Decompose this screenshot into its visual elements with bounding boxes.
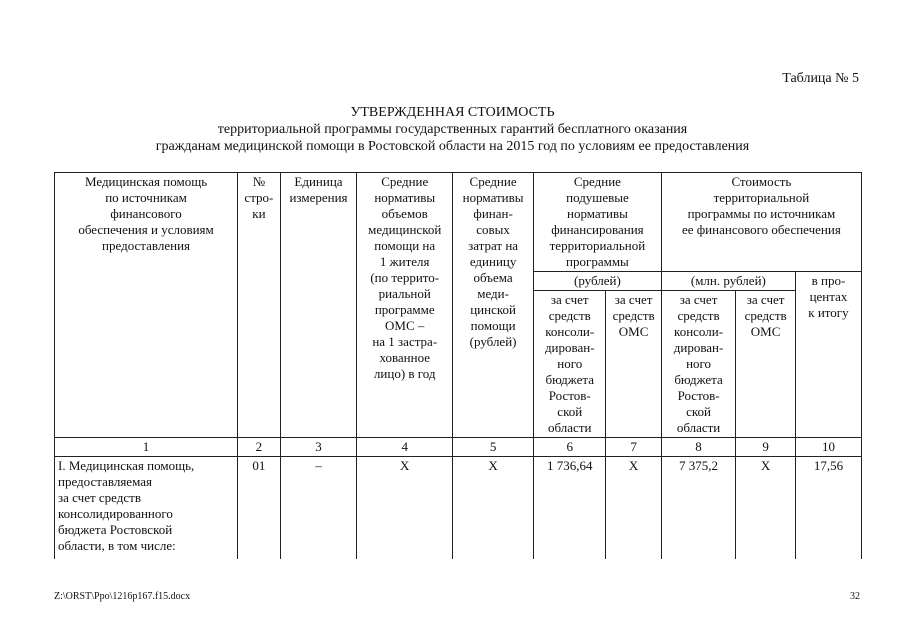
column-number: 9 [736,438,796,457]
row-oms-per-capita: Х [606,457,661,560]
header-row-1 [55,173,862,272]
title-line-1: УТВЕРЖДЕННАЯ СТОИМОСТЬ [350,105,555,120]
header-oms-cost: за счет средств ОМС [736,291,796,438]
row-care-type: I. Медицинская помощь, предоставляемая за счет средств консолидированного бюджета Ростовской области, в том числе: [55,457,238,560]
header-budget-cost: за счет средств консоли- дирован- ного бюджета Ростов- ской области [661,291,736,438]
row-oms-cost: Х [736,457,796,560]
row-volume-norm: Х [357,457,453,560]
column-number: 7 [606,438,661,457]
header-budget-per-capita: за счет средств консоли- дирован- ного бюджета Ростов- ской области [534,291,606,438]
header-rubles: (рублей) [534,272,662,291]
header-program-cost: Стоимость территориальной программы по источникам ее финансового обеспечения [661,173,861,272]
header-per-capita: Средние подушевые нормативы финансирования территориальной программы [534,173,662,272]
document-title [0,104,905,155]
header-volume-norms: Средние нормативы объемов медицинской помощи на 1 жителя (по террито- риальной программе ОМС – на 1 застра- хованное лицо) в год [357,173,453,438]
table-number: Таблица № 5 [782,71,859,86]
header-oms-per-capita: за счет средств ОМС [606,291,661,438]
column-number: 4 [357,438,453,457]
row-percent: 17,56 [795,457,861,560]
column-number: 1 [55,438,238,457]
title-line-3: гражданам медицинской помощи в Ростовской области на 2015 год по условиям ее предоставления [155,139,750,154]
cost-table [54,172,862,559]
column-number: 3 [280,438,357,457]
row-unit: – [280,457,357,560]
table-row [55,457,862,560]
header-cost-norms: Средние нормативы финан- совых затрат на единицу объема меди- цинской помощи (рублей) [453,173,534,438]
title-line-2: территориальной программы государственных гарантий бесплатного оказания [217,122,688,137]
header-mln-rubles: (млн. рублей) [661,272,795,291]
row-budget-per-capita: 1 736,64 [534,457,606,560]
row-line-number: 01 [238,457,281,560]
header-line-number: № стро- ки [238,173,281,438]
header-percent: в про- центах к итогу [795,272,861,438]
header-care-type: Медицинская помощь по источникам финансового обеспечения и условиям предоставления [55,173,238,438]
page-number: 32 [850,591,860,602]
file-path: Z:\ORST\Ppo\1216p167.f15.docx [54,591,191,602]
column-number: 8 [661,438,736,457]
column-number: 2 [238,438,281,457]
column-number-row [55,438,862,457]
column-number: 5 [453,438,534,457]
column-number: 6 [534,438,606,457]
header-unit: Единица измерения [280,173,357,438]
row-cost-norm: Х [453,457,534,560]
column-number: 10 [795,438,861,457]
row-budget-cost: 7 375,2 [661,457,736,560]
